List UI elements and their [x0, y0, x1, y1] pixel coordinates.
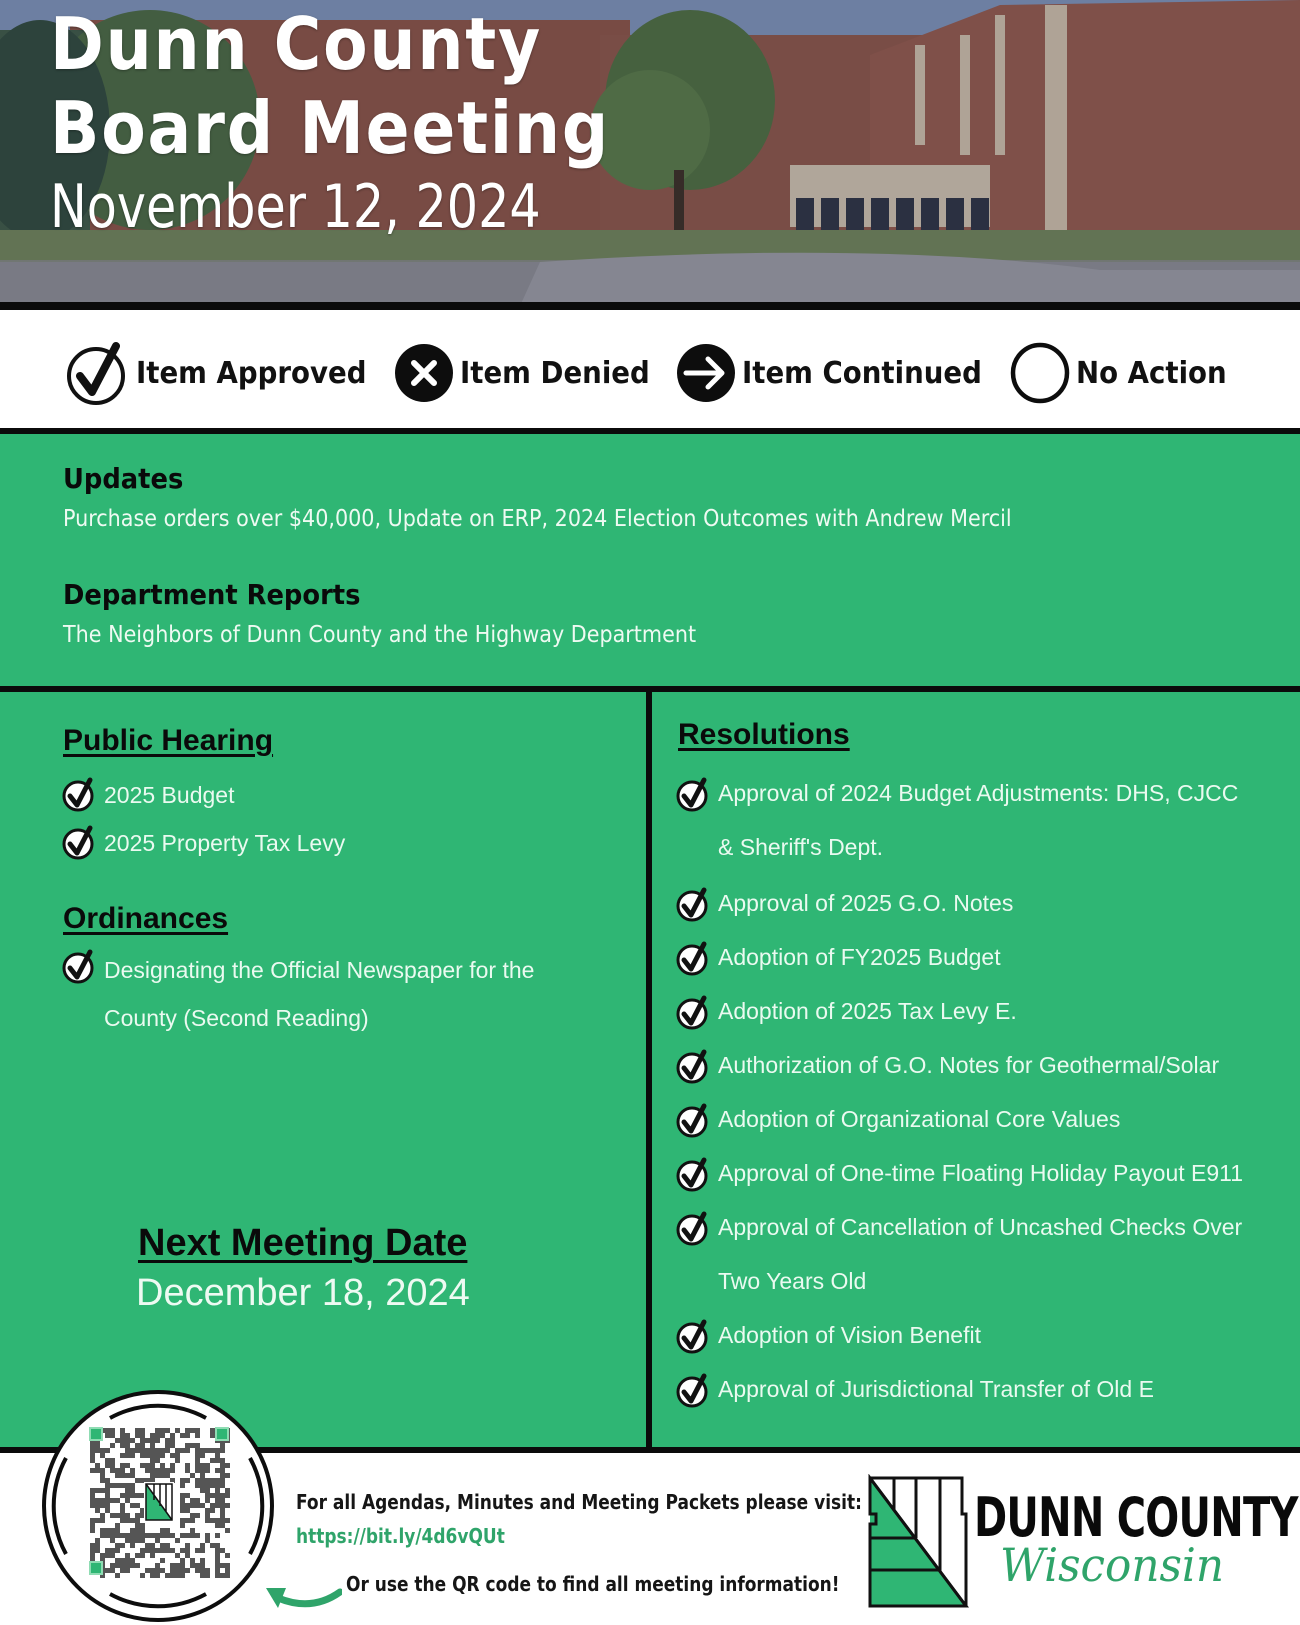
list-item — [676, 996, 1017, 1038]
header-banner — [0, 0, 1300, 306]
footer-visit-text: For all Agendas, Minutes and Meeting Packets please visit: — [296, 1490, 862, 1514]
divider — [0, 302, 1300, 310]
legend-label: Item Continued — [742, 355, 982, 391]
next-meeting-heading: Next Meeting Date — [138, 1222, 468, 1264]
item-text: 2025 Property Tax Levy — [104, 830, 346, 856]
title-line-1: Dunn County — [50, 2, 543, 86]
logo-state: Wisconsin — [1000, 1538, 1225, 1592]
item-text: Adoption of 2025 Tax Levy E. — [718, 998, 1017, 1024]
county-logo-icon — [866, 1474, 970, 1610]
legend-label: Item Approved — [136, 355, 367, 391]
qr-badge — [40, 1388, 276, 1624]
check-circle-icon — [676, 776, 712, 812]
item-text: Approval of 2024 Budget Adjustments: DHS, CJCC & Sheriff's Dept. — [718, 780, 1239, 860]
legend-label: Item Denied — [460, 355, 650, 391]
check-circle-icon — [676, 1372, 712, 1408]
item-text: Approval of Jurisdictional Transfer of Old E — [718, 1376, 1154, 1402]
public-hearing-heading: Public Hearing — [63, 724, 274, 757]
list-item — [676, 778, 1238, 874]
ordinances-heading: Ordinances — [63, 902, 229, 935]
legend-item-approved — [66, 340, 387, 406]
item-text: Approval of Cancellation of Uncashed Checks Over Two Years Old — [718, 1214, 1243, 1294]
updates-heading: Updates — [63, 462, 184, 495]
legend-item-continued — [676, 340, 1003, 406]
department-reports-heading: Department Reports — [63, 578, 361, 611]
arrow-circle-icon — [676, 343, 736, 403]
qr-code-icon[interactable] — [40, 1388, 276, 1624]
item-text: Approval of One-time Floating Holiday Payout E911 — [718, 1160, 1244, 1186]
list-item — [676, 1050, 1219, 1092]
list-item — [676, 942, 1001, 984]
next-meeting-date: December 18, 2024 — [136, 1272, 470, 1314]
list-item — [676, 888, 1013, 930]
curved-arrow-icon — [262, 1578, 342, 1614]
check-circle-icon — [676, 1156, 712, 1192]
item-text: Authorization of G.O. Notes for Geothermal/Solar — [718, 1052, 1220, 1078]
legend-item-no-action — [1010, 340, 1240, 406]
meeting-date: November 12, 2024 — [50, 172, 541, 242]
x-circle-icon — [394, 343, 454, 403]
footer-link[interactable]: https://bit.ly/4d6vQUt — [296, 1524, 505, 1548]
check-circle-icon — [676, 1210, 712, 1246]
list-item — [676, 1212, 1242, 1308]
list-item — [676, 1104, 1120, 1146]
check-circle-icon — [676, 1318, 712, 1354]
resolutions-heading: Resolutions — [678, 718, 850, 751]
list-item — [62, 778, 234, 812]
status-legend — [0, 310, 1300, 432]
check-circle-icon — [66, 340, 130, 406]
item-text: Adoption of Organizational Core Values — [718, 1106, 1121, 1132]
check-circle-icon — [676, 1048, 712, 1084]
updates-text: Purchase orders over $40,000, Update on ERP, 2024 Election Outcomes with Andrew Mercil — [63, 506, 1012, 532]
check-circle-icon — [62, 948, 98, 984]
page-title — [50, 2, 610, 170]
footer-qr-text: Or use the QR code to find all meeting information! — [346, 1572, 840, 1596]
list-item — [62, 950, 534, 1042]
item-text: 2025 Budget — [104, 782, 235, 808]
updates-panel — [0, 434, 1300, 686]
list-item — [676, 1158, 1243, 1200]
department-reports-text: The Neighbors of Dunn County and the Highway Department — [63, 622, 697, 648]
check-circle-icon — [676, 1102, 712, 1138]
check-circle-icon — [62, 776, 98, 812]
empty-circle-icon — [1010, 342, 1070, 404]
check-circle-icon — [676, 886, 712, 922]
legend-item-denied — [394, 340, 666, 406]
legend-label: No Action — [1076, 355, 1227, 391]
item-text: Approval of 2025 G.O. Notes — [718, 890, 1014, 916]
check-circle-icon — [62, 824, 98, 860]
list-item — [676, 1374, 1154, 1416]
logo-name: DUNN COUNTY — [974, 1486, 1298, 1549]
title-line-2: Board Meeting — [50, 86, 611, 170]
check-circle-icon — [676, 994, 712, 1030]
list-item — [62, 826, 345, 860]
item-text: Adoption of Vision Benefit — [718, 1322, 981, 1348]
item-text: Designating the Official Newspaper for the County (Second Reading) — [104, 957, 535, 1031]
item-text: Adoption of FY2025 Budget — [718, 944, 1001, 970]
check-circle-icon — [676, 940, 712, 976]
list-item — [676, 1320, 981, 1362]
